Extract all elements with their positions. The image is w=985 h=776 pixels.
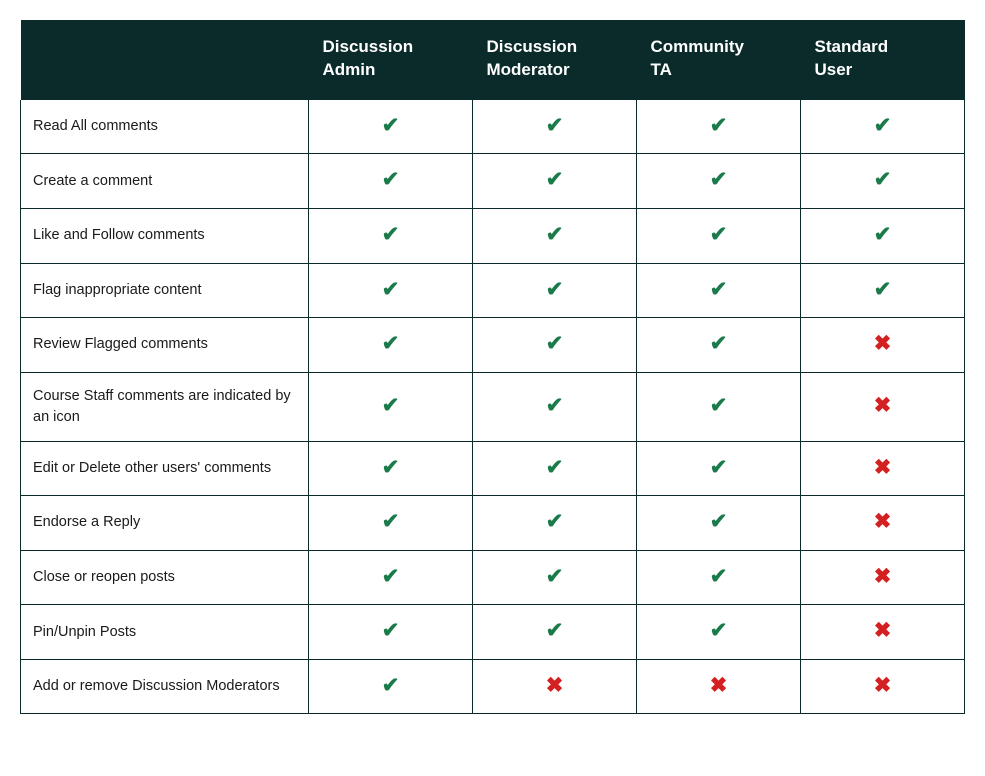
table-body [21, 100, 965, 714]
permission-cell-discussion_admin [309, 550, 473, 605]
check-icon: ✔ [545, 222, 564, 246]
check-icon: ✔ [709, 455, 728, 479]
check-icon: ✔ [545, 332, 564, 356]
permission-cell-discussion_moderator [473, 496, 637, 551]
permission-cell-community_ta [637, 550, 801, 605]
permission-cell-community_ta [637, 605, 801, 660]
table-row [21, 605, 965, 660]
check-icon: ✔ [709, 222, 728, 246]
column-header-standard-user-line2: User [814, 59, 853, 79]
column-header-discussion-moderator-line1: Discussion [486, 37, 578, 56]
permission-cell-discussion_admin [309, 372, 473, 441]
cross-icon: ✖ [873, 564, 892, 588]
permission-cell-standard_user [801, 550, 965, 605]
cross-icon: ✖ [873, 510, 892, 534]
column-header-standard-user [801, 20, 965, 100]
table-header [21, 20, 965, 100]
permission-cell-standard_user [801, 659, 965, 714]
check-icon: ✔ [381, 510, 400, 534]
permission-cell-community_ta [637, 208, 801, 263]
check-icon: ✔ [709, 393, 728, 417]
check-icon: ✔ [709, 113, 728, 137]
table-row [21, 550, 965, 605]
check-icon: ✔ [381, 619, 400, 643]
check-icon: ✔ [381, 277, 400, 301]
feature-cell: Close or reopen posts [21, 550, 309, 605]
check-icon: ✔ [545, 455, 564, 479]
table-row [21, 318, 965, 373]
permission-cell-standard_user [801, 372, 965, 441]
permission-cell-discussion_admin [309, 441, 473, 496]
check-icon: ✔ [381, 168, 400, 192]
permission-cell-community_ta [637, 263, 801, 318]
feature-cell: Review Flagged comments [21, 318, 309, 373]
cross-icon: ✖ [545, 673, 564, 697]
permission-cell-discussion_admin [309, 659, 473, 714]
column-header-discussion-admin [309, 20, 473, 100]
table-row [21, 496, 965, 551]
permission-cell-discussion_admin [309, 605, 473, 660]
check-icon: ✔ [709, 332, 728, 356]
permission-cell-standard_user [801, 154, 965, 209]
feature-cell: Edit or Delete other users' comments [21, 441, 309, 496]
table-row [21, 154, 965, 209]
check-icon: ✔ [381, 393, 400, 417]
permission-cell-community_ta [637, 100, 801, 154]
feature-cell: Create a comment [21, 154, 309, 209]
cross-icon: ✖ [709, 673, 728, 697]
check-icon: ✔ [873, 168, 892, 192]
check-icon: ✔ [381, 332, 400, 356]
permission-cell-standard_user [801, 441, 965, 496]
cross-icon: ✖ [873, 673, 892, 697]
check-icon: ✔ [381, 564, 400, 588]
permission-cell-discussion_moderator [473, 100, 637, 154]
table-row [21, 441, 965, 496]
permission-cell-community_ta [637, 318, 801, 373]
column-header-community-ta-line2: TA [650, 59, 672, 79]
check-icon: ✔ [873, 277, 892, 301]
feature-cell: Add or remove Discussion Moderators [21, 659, 309, 714]
permission-cell-community_ta [637, 659, 801, 714]
feature-cell: Course Staff comments are indicated by an icon [21, 372, 309, 441]
permission-cell-discussion_admin [309, 154, 473, 209]
feature-cell: Like and Follow comments [21, 208, 309, 263]
permission-cell-standard_user [801, 263, 965, 318]
permission-cell-discussion_moderator [473, 372, 637, 441]
permission-cell-discussion_moderator [473, 154, 637, 209]
check-icon: ✔ [545, 619, 564, 643]
check-icon: ✔ [709, 168, 728, 192]
check-icon: ✔ [545, 113, 564, 137]
feature-cell: Read All comments [21, 100, 309, 154]
column-header-discussion-moderator [473, 20, 637, 100]
column-header-discussion-moderator-line2: Moderator [486, 59, 570, 79]
table-row [21, 659, 965, 714]
permission-cell-discussion_moderator [473, 263, 637, 318]
permissions-table [20, 20, 965, 714]
permission-cell-standard_user [801, 318, 965, 373]
check-icon: ✔ [381, 673, 400, 697]
table-row [21, 100, 965, 154]
permission-cell-standard_user [801, 496, 965, 551]
check-icon: ✔ [545, 277, 564, 301]
check-icon: ✔ [545, 564, 564, 588]
check-icon: ✔ [873, 222, 892, 246]
permission-cell-standard_user [801, 208, 965, 263]
check-icon: ✔ [709, 510, 728, 534]
permission-cell-discussion_admin [309, 263, 473, 318]
column-header-feature [21, 20, 309, 100]
cross-icon: ✖ [873, 619, 892, 643]
feature-cell: Flag inappropriate content [21, 263, 309, 318]
table-row [21, 372, 965, 441]
column-header-community-ta-line1: Community [650, 37, 744, 56]
feature-cell: Endorse a Reply [21, 496, 309, 551]
table-header-row [21, 20, 965, 100]
check-icon: ✔ [545, 393, 564, 417]
permission-cell-discussion_moderator [473, 550, 637, 605]
permission-cell-community_ta [637, 441, 801, 496]
cross-icon: ✖ [873, 455, 892, 479]
check-icon: ✔ [381, 455, 400, 479]
permission-cell-discussion_admin [309, 496, 473, 551]
permission-cell-standard_user [801, 605, 965, 660]
check-icon: ✔ [709, 619, 728, 643]
permission-cell-discussion_admin [309, 318, 473, 373]
permission-cell-discussion_moderator [473, 318, 637, 373]
permission-cell-discussion_moderator [473, 659, 637, 714]
table-row [21, 208, 965, 263]
column-header-standard-user-line1: Standard [814, 37, 889, 56]
permission-cell-discussion_moderator [473, 441, 637, 496]
check-icon: ✔ [545, 510, 564, 534]
permission-cell-community_ta [637, 496, 801, 551]
column-header-discussion-admin-line1: Discussion [322, 37, 414, 56]
column-header-community-ta [637, 20, 801, 100]
check-icon: ✔ [709, 277, 728, 301]
column-header-discussion-admin-line2: Admin [322, 59, 376, 79]
check-icon: ✔ [381, 113, 400, 137]
permission-cell-community_ta [637, 372, 801, 441]
permission-cell-discussion_admin [309, 100, 473, 154]
cross-icon: ✖ [873, 393, 892, 417]
permission-cell-community_ta [637, 154, 801, 209]
check-icon: ✔ [709, 564, 728, 588]
cross-icon: ✖ [873, 332, 892, 356]
check-icon: ✔ [545, 168, 564, 192]
check-icon: ✔ [873, 113, 892, 137]
table-row [21, 263, 965, 318]
feature-cell: Pin/Unpin Posts [21, 605, 309, 660]
permission-cell-discussion_moderator [473, 208, 637, 263]
permission-cell-discussion_moderator [473, 605, 637, 660]
permission-cell-discussion_admin [309, 208, 473, 263]
permission-cell-standard_user [801, 100, 965, 154]
check-icon: ✔ [381, 222, 400, 246]
